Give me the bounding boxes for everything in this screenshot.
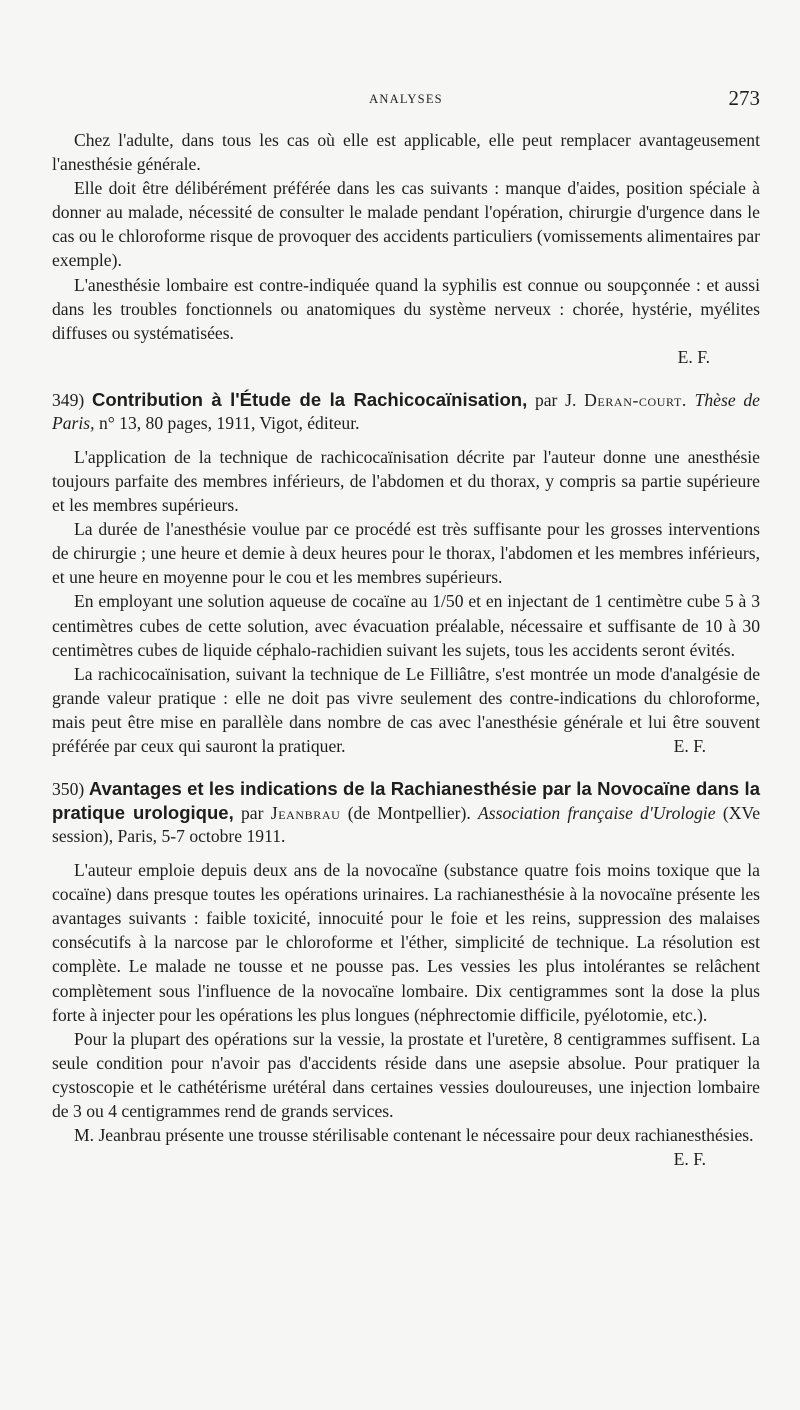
- entry-349-paragraph-text: La rachicocaïnisation, suivant la technique de Le Filliâtre, s'est montrée un mode d'analgésie de grande valeur pratique : elle ne doit pas vivre seulement des contre-indications du chloroforme, mais peut être mise en parallèle dans nombre de cas avec l'anesthésie générale et lui être souvent préférée par ceux qui sauront la pratiquer.: [52, 663, 760, 756]
- entry-350-heading: [52, 777, 760, 848]
- intro-paragraph: Elle doit être délibérément préférée dans les cas suivants : manque d'aides, position spéciale à donner au malade, nécessité de consulter le malade pendant l'opération, chirurgie d'urgence dans le cas ou le chloroforme risque de provoquer des accidents particuliers (vomissements alimentaires par exemple).: [52, 178, 760, 271]
- page-body: [52, 128, 760, 1171]
- entry-349-author: Deran-court.: [584, 389, 687, 410]
- entry-349-number: 349): [52, 389, 85, 410]
- entry-350-paragraph-text: M. Jeanbrau présente une trousse stérilisable contenant le nécessaire pour deux rachianesthésies.: [74, 1125, 754, 1146]
- entry-350-paragraph: L'auteur emploie depuis deux ans de la novocaïne (substance quatre fois moins toxique que la cocaïne) dans presque toutes les opérations urinaires. La rachianesthésie à la novocaïne présente les avantages suivants : faible toxicité, innocuité pour le foie et les reins, suppression des malaises consécutifs à la narcose par le chloroforme et l'éther, simplicité de technique. La résolution est complète. Le malade ne tousse et ne pousse pas. Les vessies les plus intolérantes se relâchent complètement sous l'influence de la novocaïne lombaire. Dix centigrammes sont la dose la plus forte à injecter pour les opérations les plus longues (néphrectomie difficile, pyélotomie, etc.).: [52, 860, 760, 1025]
- entry-349-paragraph: En employant une solution aqueuse de cocaïne au 1/50 et en injectant de 1 centimètre cube 5 à 3 centimètres cubes de cette solution, avec évacuation préalable, nécessaire et suffisante de 10 à 30 centimètres cubes de liquide céphalo-rachidien suivant les sujets, tous les accidents seront évités.: [52, 591, 760, 660]
- entry-350-author: Jeanbrau: [270, 803, 341, 824]
- entry-350-details: (XVe session), Paris, 5-7 octobre 1911.: [52, 803, 761, 847]
- entry-349-heading: [52, 388, 760, 435]
- entry-350-paragraph: [52, 1123, 760, 1170]
- entry-349-paragraph: [52, 662, 760, 758]
- entry-349-by: par J.: [534, 389, 577, 410]
- entry-350-affiliation: (de Montpellier).: [347, 803, 471, 824]
- entry-350-association: Association française d'Urologie: [478, 803, 716, 824]
- entry-349-details: n° 13, 80 pages, 1911, Vigot, éditeur.: [98, 412, 360, 433]
- entry-350-title: Avantages et les indications de la Rachianesthésie par la Novocaïne dans la pratique urologique,: [52, 778, 760, 824]
- entry-350-signature: E. F.: [673, 1149, 706, 1170]
- running-title: ANALYSES: [369, 92, 443, 106]
- page-number: 273: [728, 86, 760, 110]
- entry-350-by: par: [241, 803, 264, 824]
- entry-350-number: 350): [52, 779, 85, 800]
- entry-350-paragraph: Pour la plupart des opérations sur la vessie, la prostate et l'uretère, 8 centigrammes suffisent. La seule condition pour n'avoir pas d'accidents réside dans une asepsie absolue. Pour pratiquer la cystoscopie et le cathétérisme urétéral dans certaines vessies douloureuses, une injection lombaire de 3 ou 4 centigrammes rend de grands services.: [52, 1028, 760, 1121]
- entry-349-these: Thèse de Paris,: [52, 389, 760, 433]
- entry-349-paragraph: La durée de l'anesthésie voulue par ce procédé est très suffisante pour les grosses interventions de chirurgie ; une heure et demie à deux heures pour le thorax, l'abdomen et les membres inférieurs, et une heure en moyenne pour le cou et les membres supérieurs.: [52, 519, 760, 588]
- entry-349-signature: E. F.: [673, 735, 706, 756]
- entry-349-title: Contribution à l'Étude de la Rachicocaïnisation,: [91, 388, 528, 410]
- intro-signature: E. F.: [677, 346, 710, 367]
- intro-paragraph: Chez l'adulte, dans tous les cas où elle est applicable, elle peut remplacer avantageusement l'anesthésie générale.: [52, 130, 760, 175]
- running-head: [52, 88, 760, 112]
- entry-349-paragraph: L'application de la technique de rachicocaïnisation décrite par l'auteur donne une anesthésie toujours parfaite des membres inférieurs, de l'abdomen et du thorax, y compris sa partie supérieure et les membres supérieurs.: [52, 446, 760, 516]
- intro-paragraph: L'anesthésie lombaire est contre-indiquée quand la syphilis est connue ou soupçonnée : et aussi dans les troubles fonctionnels ou anatomiques du système nerveux : chorée, hystérie, myélites diffuses ou systématisées.: [52, 274, 760, 343]
